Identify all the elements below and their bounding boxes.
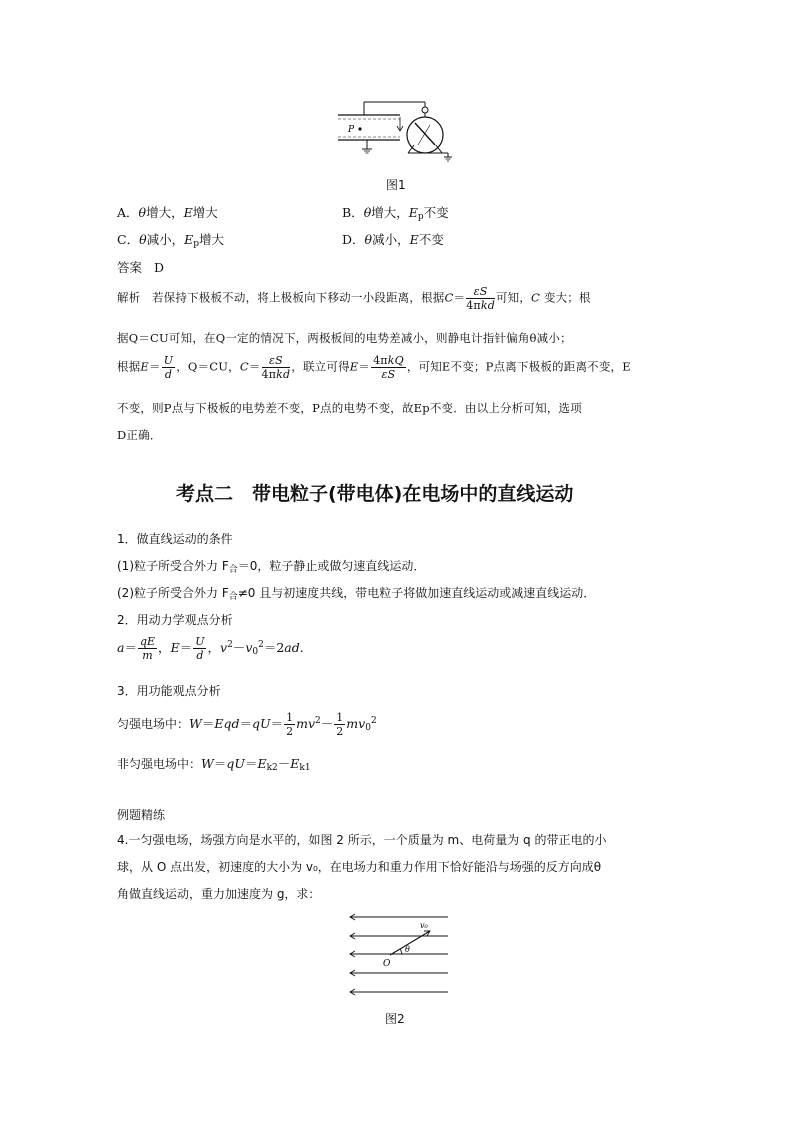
uniform-field-formula: 匀强电场中：W＝Eqd＝qU＝ $\frac{1}{2}$ $mv^2-$ $\frac{1}{2}$ $mv_0^2$ xyxy=(117,711,377,738)
figure-2-field-diagram xyxy=(340,908,455,1000)
figure-2-origin-label: O xyxy=(383,959,391,969)
option-c[interactable]: C．θ减小，$E_p$增大 xyxy=(117,232,225,249)
answer-value: D xyxy=(153,260,164,275)
option-a[interactable]: A．θ增大，E增大 xyxy=(117,205,218,220)
option-b[interactable]: B．θ增大，$E_p$不变 xyxy=(342,205,449,222)
question-4-line-3: 角做直线运动，重力加速度为 g，求： xyxy=(117,887,321,901)
figure-2-angle-label: θ xyxy=(405,945,410,954)
analysis-line-1: 解析 若保持下极板不动，将上极板向下移动一小段距离，根据C＝ $\frac{\varepsilon S}{\text{4πkd}}$ 可知，C 变大；根 xyxy=(117,285,591,312)
heading-1: 1．做直线运动的条件 xyxy=(117,532,233,546)
section-title: 考点二 带电粒子(带电体)在电场中的直线运动 xyxy=(176,483,574,505)
heading-3: 3．用功能观点分析 xyxy=(117,684,221,698)
question-4-line-1: 4.一匀强电场，场强方向是水平的，如图 2 所示，一个质量为 m、电荷量为 q 的带正电的小 xyxy=(117,833,607,847)
figure-1-caption: 图1 xyxy=(386,178,406,192)
nonuniform-field-formula: 非匀强电场中：$W=qU=E_{k2}-E_{k1}$ xyxy=(117,756,311,773)
option-d[interactable]: D．θ减小，E不变 xyxy=(342,232,444,247)
analysis-line-3: 根据E＝ $\frac{U}{d}$ ，Q＝CU，C＝ $\frac{\varepsilon S}{\text{4πkd}}$ ，联立可得E＝ $\frac{\text{4πkQ}}{\varepsilon S}$ ，可知E不变；P点离下极板的距离不变，E xyxy=(117,354,631,381)
answer-line xyxy=(117,258,164,276)
figure-1-point-label: P xyxy=(348,125,355,135)
question-4-line-2: 球，从 O 点出发，初速度的大小为 v₀，在电场力和重力作用下恰好能沿与场强的反方向成θ xyxy=(117,860,602,874)
figure-2-velocity-label: v₀ xyxy=(420,921,428,930)
example-label: 例题精练 xyxy=(117,808,166,822)
item-1-2: (2)粒子所受合外力 $F_合\ne 0$ 且与初速度共线，带电粒子将做加速直线运动或减速直线运动． xyxy=(117,586,596,602)
heading-2: 2．用动力学观点分析 xyxy=(117,613,233,627)
analysis-line-5: D正确． xyxy=(117,428,162,442)
figure-2-caption: 图2 xyxy=(385,1012,405,1026)
dynamics-formula: a＝ $\frac{qE}{m}$ ，E＝ $\frac{U}{d}$ ，$v^2-v_0^2=2ad$. xyxy=(117,635,304,662)
analysis-line-2: 据Q＝CU可知，在Q一定的情况下，两极板间的电势差减小，则静电计指针偏角θ减小； xyxy=(117,331,572,345)
analysis-line-4: 不变，则P点与下极板的电势差不变，P点的电势不变，故Ep不变．由以上分析可知，选项 xyxy=(117,401,582,415)
answer-label: 答案 xyxy=(117,260,143,275)
item-1-1: (1)粒子所受合外力 $F_合=0$，粒子静止或做匀速直线运动． xyxy=(117,559,426,575)
figure-1-capacitor-diagram xyxy=(330,95,470,165)
